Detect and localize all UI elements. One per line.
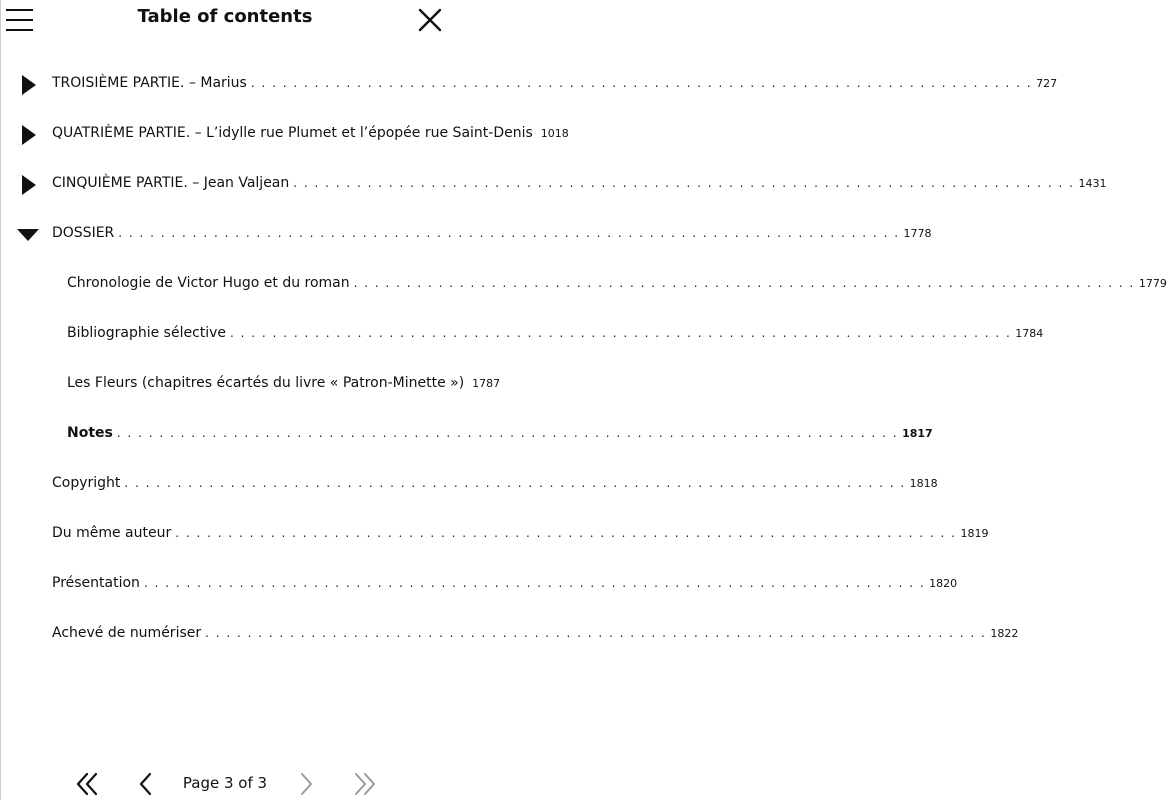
dot-leader [230, 326, 1011, 340]
dot-leader [117, 426, 898, 440]
dot-leader [205, 626, 986, 640]
toc-entry-label: Chronologie de Victor Hugo et du roman [67, 275, 350, 291]
chevron-left-icon[interactable] [132, 770, 160, 798]
toc-entry-page: 1784 [1015, 327, 1044, 340]
toc-entry-label: CINQUIÈME PARTIE. – Jean Valjean [52, 175, 290, 191]
double-chevron-right-icon[interactable] [350, 770, 378, 798]
pagination-bar [0, 768, 450, 800]
double-chevron-left-icon[interactable] [74, 770, 102, 798]
toc-entry-quatrieme-partie[interactable] [0, 110, 569, 160]
close-icon[interactable] [418, 8, 442, 32]
toc-entry-page: 1787 [472, 377, 501, 390]
dot-leader [118, 226, 899, 240]
dot-leader [293, 176, 1074, 190]
toc-entry-label: Du même auteur [52, 525, 172, 541]
toc-entry-label: TROISIÈME PARTIE. – Marius [52, 75, 247, 91]
toc-entry-page: 1820 [929, 577, 958, 590]
chevron-right-icon[interactable] [292, 770, 320, 798]
collapse-triangle-icon[interactable] [16, 223, 40, 247]
toc-entry-copyright[interactable] [0, 460, 938, 510]
dot-leader [175, 526, 956, 540]
expand-triangle-icon[interactable] [16, 173, 40, 197]
toc-entry-page: 1822 [990, 627, 1019, 640]
toc-entry-notes-current[interactable] [0, 410, 933, 460]
toc-header [0, 0, 450, 42]
toc-entry-label: Notes [67, 425, 113, 441]
page-title: Table of contents [137, 6, 313, 27]
toc-entry-label: DOSSIER [52, 225, 115, 241]
toc-entry-label: Copyright [52, 475, 121, 491]
toc-entry-cinquieme-partie[interactable] [0, 160, 1107, 210]
toc-entry-page: 1819 [960, 527, 989, 540]
expand-triangle-icon[interactable] [16, 123, 40, 147]
expand-triangle-icon[interactable] [16, 73, 40, 97]
toc-entry-label: QUATRIÈME PARTIE. – L’idylle rue Plumet et l’épopée rue Saint-Denis [52, 125, 533, 141]
dot-leader [144, 576, 925, 590]
toc-entry-page: 1779 [1138, 277, 1167, 290]
page-indicator: Page 3 of 3 [182, 774, 268, 792]
toc-entry-page: 1817 [902, 427, 933, 440]
toc-entry-label: Les Fleurs (chapitres écartés du livre « Patron-Minette ») [67, 375, 465, 391]
toc-entry-du-meme-auteur[interactable] [0, 510, 989, 560]
toc-entry-label: Bibliographie sélective [67, 325, 227, 341]
toc-entry-acheve-de-numeriser[interactable] [0, 610, 1019, 660]
toc-entry-page: 727 [1036, 77, 1058, 90]
toc-entry-page: 1431 [1078, 177, 1107, 190]
toc-entry-bibliographie[interactable] [0, 310, 1044, 360]
toc-entry-page: 1778 [903, 227, 932, 240]
toc-entry-page: 1818 [909, 477, 938, 490]
dot-leader [354, 276, 1135, 290]
toc-entry-presentation[interactable] [0, 560, 958, 610]
toc-entry-chronologie[interactable] [0, 260, 1167, 310]
toc-entry-troisieme-partie[interactable] [0, 60, 1058, 110]
toc-entry-label: Achevé de numériser [52, 625, 202, 641]
toc-entry-les-fleurs[interactable] [0, 360, 501, 410]
toc-entry-page: 1018 [540, 127, 569, 140]
toc-entry-dossier[interactable] [0, 210, 932, 260]
toc-entry-label: Présentation [52, 575, 140, 591]
dot-leader [251, 76, 1032, 90]
dot-leader [124, 476, 905, 490]
